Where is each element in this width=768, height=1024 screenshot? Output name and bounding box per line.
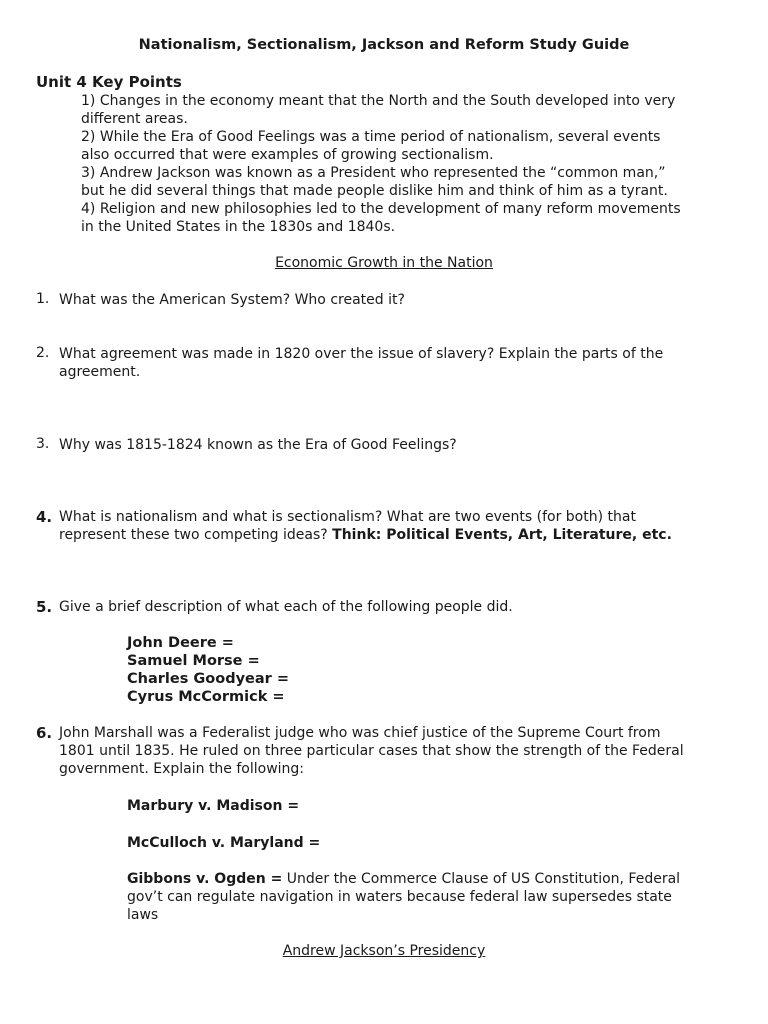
person-samuel-morse: Samuel Morse = (127, 653, 260, 669)
case-name: McCulloch v. Maryland = (127, 835, 321, 851)
key-point-4-line-1: 4) Religion and new philosophies led to the development of many reform movements (81, 201, 681, 217)
person-john-deere: John Deere = (127, 635, 234, 651)
unit-heading: Unit 4 Key Points (36, 73, 182, 91)
case-marbury-v-madison (127, 797, 299, 815)
question-5-text: Give a brief description of what each of the following people did. (59, 599, 513, 615)
case-mcculloch-v-maryland (127, 834, 320, 852)
key-point-1-line-2: different areas. (81, 111, 188, 127)
case-gibbons-v-ogden (127, 870, 680, 888)
section-heading-economic: Economic Growth in the Nation (275, 255, 493, 271)
section-heading-jackson: Andrew Jackson’s Presidency (282, 943, 486, 959)
key-point-3-line-2: but he did several things that made people dislike him and think of him as a tyrant. (81, 183, 668, 199)
key-point-2-line-1: 2) While the Era of Good Feelings was a time period of nationalism, several events (81, 129, 661, 145)
question-6-line-2: 1801 until 1835. He ruled on three particular cases that show the strength of the Federal (59, 743, 684, 759)
person-charles-goodyear: Charles Goodyear = (127, 671, 290, 687)
question-1-text: What was the American System? Who created it? (59, 292, 405, 308)
case-name: Marbury v. Madison = (127, 798, 300, 814)
person-cyrus-mccormick: Cyrus McCormick = (127, 689, 285, 705)
question-3-text: Why was 1815-1824 known as the Era of Good Feelings? (59, 437, 457, 453)
case-gibbons-answer-line-3: laws (127, 907, 159, 923)
key-point-1-line-1: 1) Changes in the economy meant that the North and the South developed into very (81, 93, 676, 109)
question-4-line-1: What is nationalism and what is sectionalism? What are two events (for both) that (59, 509, 636, 525)
question-4-line-2-text: represent these two competing ideas? (59, 527, 333, 543)
question-6-line-3: government. Explain the following: (59, 761, 305, 777)
question-4-number: 4. (36, 508, 53, 526)
question-1-number: 1. (36, 291, 50, 307)
question-6-number: 6. (36, 724, 53, 742)
case-name: Gibbons v. Ogden = (127, 871, 283, 887)
question-5-number: 5. (36, 598, 53, 616)
question-2-line-2: agreement. (59, 364, 141, 380)
question-2-line-1: What agreement was made in 1820 over the issue of slavery? Explain the parts of the (59, 346, 664, 362)
key-point-3-line-1: 3) Andrew Jackson was known as a President who represented the “common man,” (81, 165, 666, 181)
question-6-line-1: John Marshall was a Federalist judge who was chief justice of the Supreme Court from (59, 725, 661, 741)
case-gibbons-answer-line-2: gov’t can regulate navigation in waters because federal law supersedes state (127, 889, 672, 905)
document-title: Nationalism, Sectionalism, Jackson and Reform Study Guide (138, 37, 630, 53)
key-point-4-line-2: in the United States in the 1830s and 1840s. (81, 219, 396, 235)
case-answer-line-1: Under the Commerce Clause of US Constitution, Federal (282, 871, 681, 887)
question-3-number: 3. (36, 436, 50, 452)
key-point-2-line-2: also occurred that were examples of growing sectionalism. (81, 147, 494, 163)
question-4-hint: Think: Political Events, Art, Literature, etc. (332, 527, 672, 543)
question-2-number: 2. (36, 345, 50, 361)
question-4-line-2 (59, 526, 672, 544)
